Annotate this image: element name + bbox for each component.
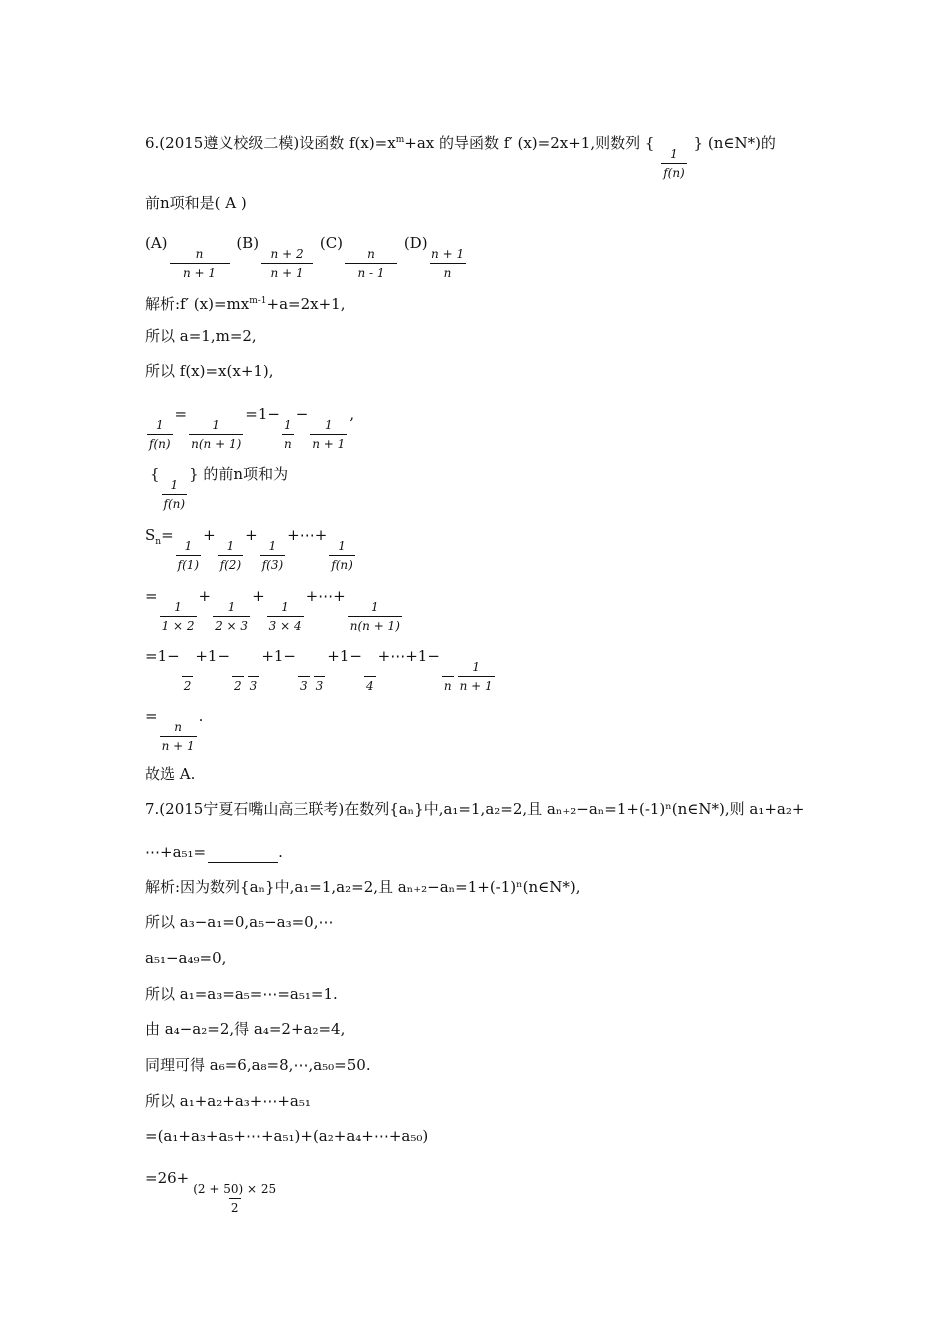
answer-blank bbox=[208, 842, 278, 863]
q6-stem-line2: 前n项和是( A ) bbox=[145, 194, 247, 212]
q7-sol-6: 所以 a₁+a₂+a₃+⋯+a₅₁ bbox=[145, 1092, 311, 1110]
q6-stem bbox=[145, 130, 776, 180]
q6-stem-text-b: +ax 的导函数 f′ (x)=2x+1,则数列 { bbox=[404, 134, 655, 152]
q7-sol-1: 所以 a₃−a₁=0,a₅−a₃=0,⋯ bbox=[145, 913, 334, 931]
q6-stem-text-c: } (n∈N*)的 bbox=[693, 134, 776, 152]
q6-sol-1: 解析:f′ $(x)=mx^{m-1}+a=2x+1$, bbox=[145, 295, 346, 313]
q6-sol-3: 所以 f(x)=x(x+1), bbox=[145, 362, 274, 380]
q6-answer: 故选 A. bbox=[145, 765, 196, 783]
q7-sol-0: 解析:因为数列{aₙ}中,a₁=1,a₂=2,且 aₙ₊₂−aₙ=1+(-1)ⁿ(n∈N*), bbox=[145, 878, 581, 896]
q6-sol-9: = $\frac{n}{n + 1}$ . bbox=[145, 707, 204, 753]
q6-sol-2: 所以 a=1,m=2, bbox=[145, 327, 257, 345]
q6-stem-sup: m bbox=[395, 135, 405, 145]
q6-sol-6: $S_n=$ $\frac{1}{f(1)}$ + $\frac{1}{f(2)}$ + $\frac{1}{f(3)}$ +⋯+ $\frac{1}{f(n)}$ bbox=[145, 526, 353, 572]
q6-stem-fraction: $\frac{1}{f(n)}$ bbox=[663, 147, 685, 180]
q7-sol-3: 所以 a₁=a₃=a₅=⋯=a₅₁=1. bbox=[145, 985, 338, 1003]
q6-sol-7: = $\frac{1}{1 \times 2}$ + $\frac{1}{2 \times 3}$ + $\frac{1}{3 \times 4}$ +⋯+ $\frac{1}{n(n + 1)}$ bbox=[145, 587, 400, 633]
q7-sol-5: 同理可得 a₆=6,a₈=8,⋯,a₅₀=50. bbox=[145, 1056, 371, 1074]
q7-sol-7: =(a₁+a₃+a₅+⋯+a₅₁)+(a₂+a₄+⋯+a₅₀) bbox=[145, 1127, 429, 1145]
q6-stem-text-a: 6.(2015遵义校级二模)设函数 f(x)=x bbox=[145, 134, 396, 152]
q6-sol-8: =1− 2 +1− 2 3 +1− 3 3 +1− 4 +⋯+1− n $\frac{1}{n + 1}$ bbox=[145, 647, 493, 693]
q7-last: =26+ $\frac{(2 + 50) \times 25}{2}$ bbox=[145, 1169, 277, 1215]
q6-sol-4: $\frac{1}{f(n)}$ = $\frac{1}{n(n + 1)}$ =1− $\frac{1}{n}$ − $\frac{1}{n + 1}$ , bbox=[149, 405, 355, 451]
option-c: (C) $\frac{n}{n - 1}$ bbox=[320, 234, 399, 252]
q7-stem-line2: ⋯+a₅₁= . bbox=[145, 843, 283, 861]
option-b: (B) $\frac{n + 2}{n + 1}$ bbox=[236, 234, 315, 252]
q7-stem: 7.(2015宁夏石嘴山高三联考)在数列{aₙ}中,a₁=1,a₂=2,且 aₙ₊₂−aₙ=1+(-1)ⁿ(n∈N*),则 a₁+a₂+ bbox=[145, 800, 805, 818]
q7-sol-4: 由 a₄−a₂=2,得 a₄=2+a₂=4, bbox=[145, 1020, 346, 1038]
option-d: (D) $\frac{n + 1}{n}$ bbox=[403, 234, 465, 280]
q7-sol-2: a₅₁−a₄₉=0, bbox=[145, 949, 227, 967]
q6-options bbox=[145, 233, 468, 280]
option-a: (A) $\frac{n}{n + 1}$ bbox=[145, 234, 232, 252]
q6-sol-5: { $\frac{1}{f(n)}$ } 的前n项和为 bbox=[150, 465, 289, 511]
